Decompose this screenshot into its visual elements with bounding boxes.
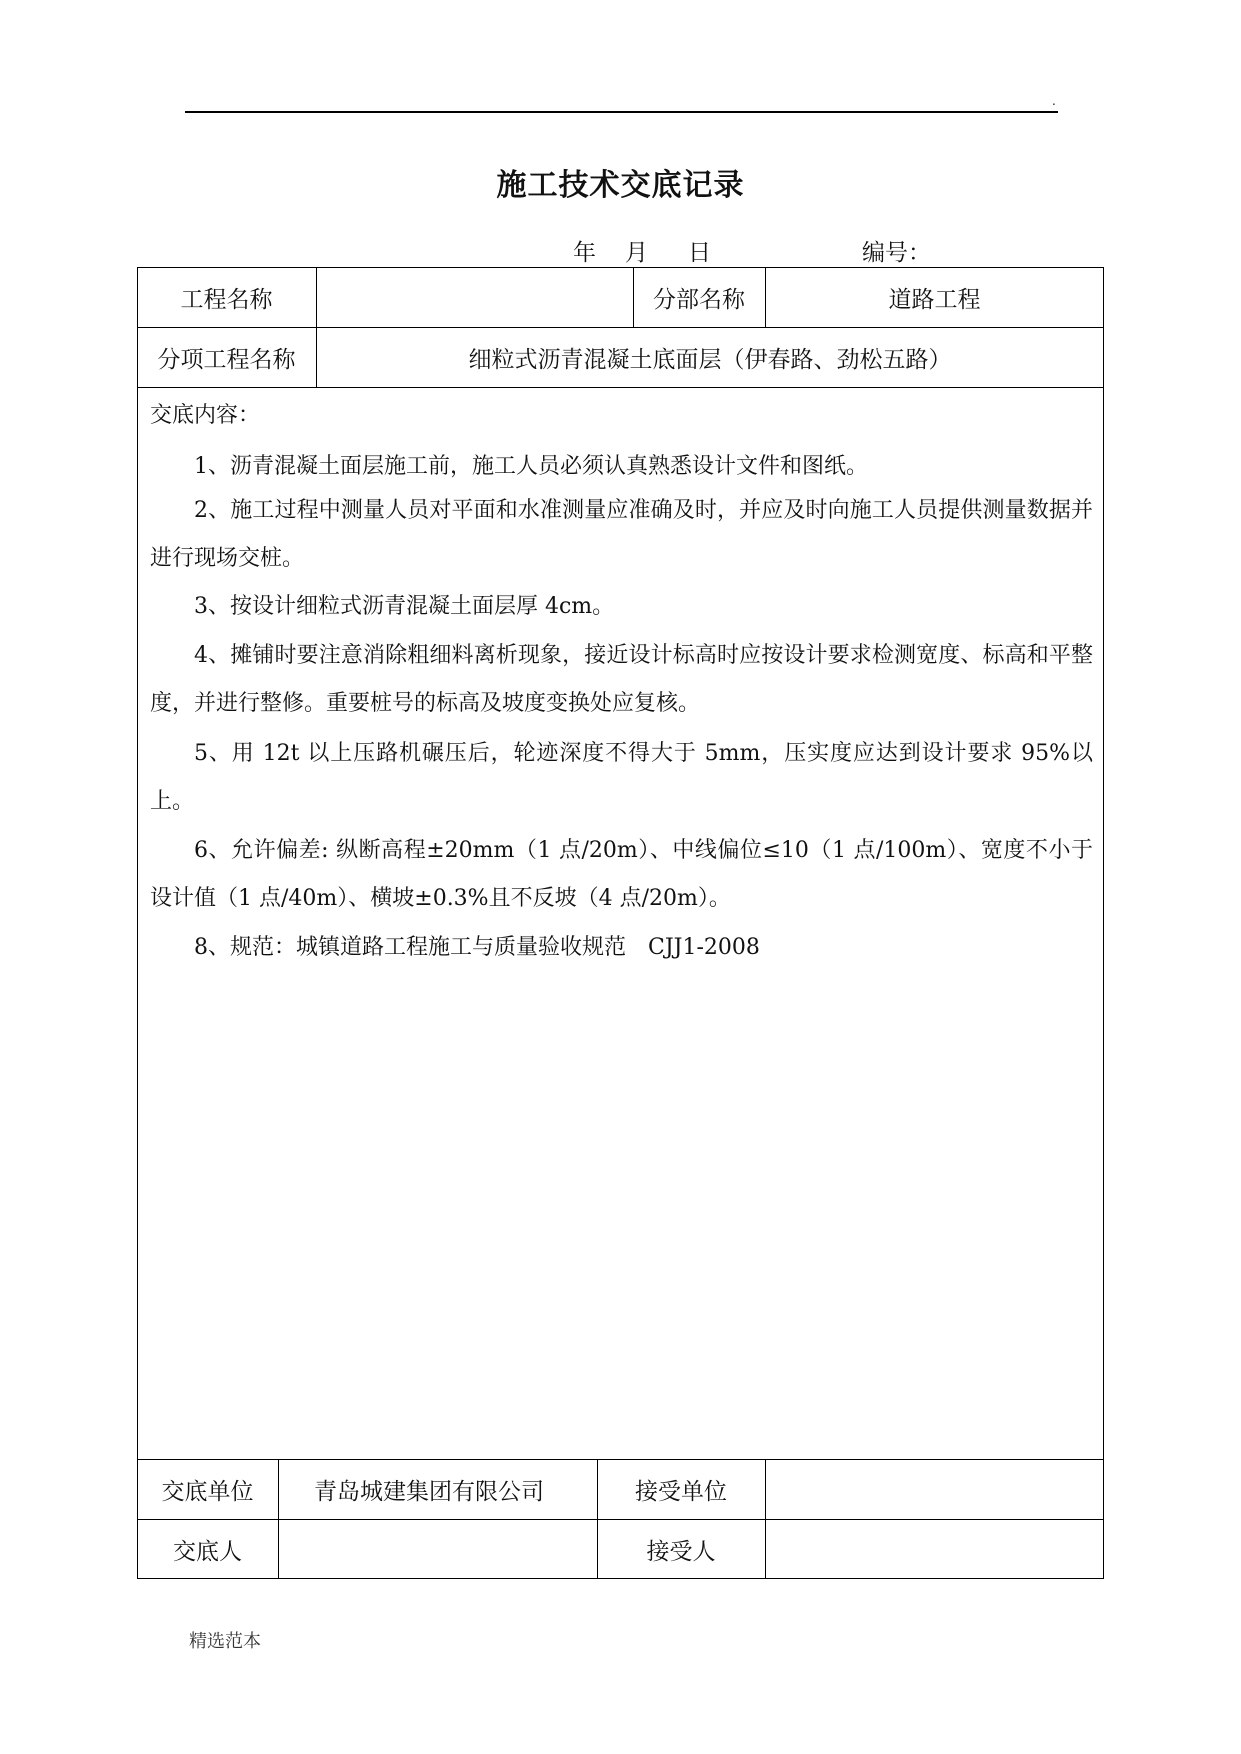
month-label: 月 <box>625 240 648 266</box>
issuer-unit-value[interactable]: 青岛城建集团有限公司 <box>314 1478 544 1505</box>
page-footer: 精选范本 <box>189 1631 261 1652</box>
year-label: 年 <box>573 240 596 266</box>
receiver-unit-value[interactable] <box>765 1459 1104 1519</box>
header-corner-mark: . <box>1052 94 1056 108</box>
content-item: 4、摊铺时要注意消除粗细料离析现象，接近设计标高时应按设计要求检测宽度、标高和平整度，并进行整修。重要桩号的标高及坡度变换处应复核。 <box>150 643 1093 716</box>
content-item: 8、规范：城镇道路工程施工与质量验收规范 CJJ1-2008 <box>194 935 760 960</box>
receiver-person-label: 接受人 <box>646 1538 716 1565</box>
issuer-person-value[interactable] <box>278 1519 597 1579</box>
serial-number-label: 编号： <box>862 240 931 266</box>
content-item: 6、允许偏差: 纵断高程±20mm（1 点/20m）、中线偏位≤10（1 点/100m）、宽度不小于设计值（1 点/40m）、横坡±0.3%且不反坡（4 点/20m）。 <box>150 838 1093 911</box>
issuer-person-label: 交底人 <box>173 1538 242 1565</box>
subitem-value[interactable]: 细粒式沥青混凝土底面层（伊春路、劲松五路） <box>468 346 952 373</box>
division-value[interactable]: 道路工程 <box>888 286 981 313</box>
content-item: 2、施工过程中测量人员对平面和水准测量应准确及时，并应及时向施工人员提供测量数据并进行现场交桩。 <box>150 498 1093 571</box>
day-label: 日 <box>688 240 711 266</box>
division-label: 分部名称 <box>653 286 745 313</box>
project-name-value[interactable] <box>316 267 633 327</box>
table-divider <box>137 387 1104 388</box>
header-rule <box>185 111 1058 113</box>
issuer-unit-label: 交底单位 <box>161 1478 254 1505</box>
subitem-label: 分项工程名称 <box>157 346 296 373</box>
receiver-unit-label: 接受单位 <box>635 1478 727 1505</box>
receiver-person-value[interactable] <box>765 1519 1104 1579</box>
content-item: 5、用 12t 以上压路机碾压后，轮迹深度不得大于 5mm，压实度应达到设计要求 95%以上。 <box>150 741 1093 814</box>
content-item: 1、沥青混凝土面层施工前，施工人员必须认真熟悉设计文件和图纸。 <box>194 454 868 479</box>
document-title: 施工技术交底记录 <box>496 168 745 203</box>
project-name-label: 工程名称 <box>180 286 273 313</box>
content-heading: 交底内容： <box>150 403 261 428</box>
content-item: 3、按设计细粒式沥青混凝土面层厚 4cm。 <box>194 594 615 619</box>
